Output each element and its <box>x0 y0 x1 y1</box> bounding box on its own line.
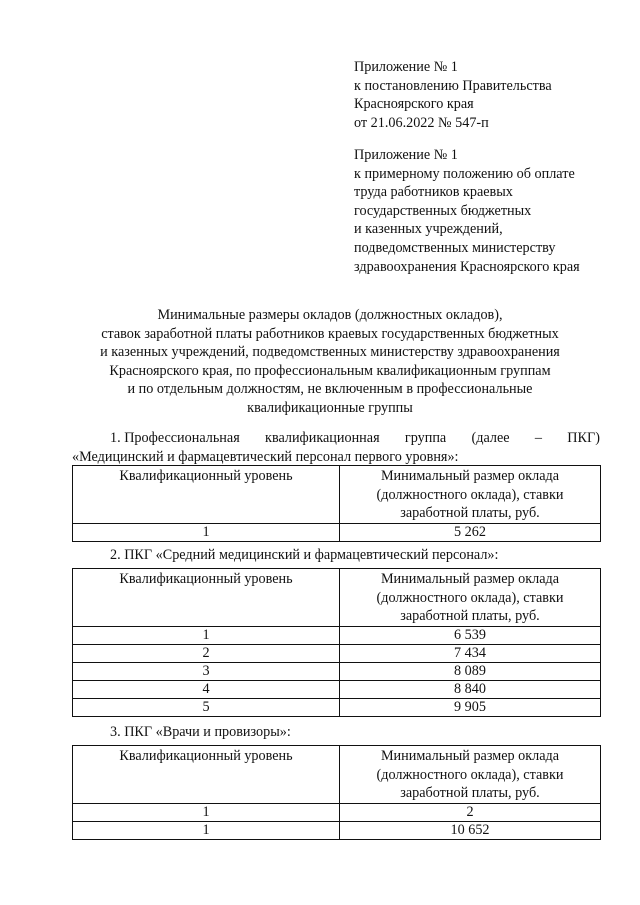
section-3-heading: 3. ПКГ «Врачи и провизоры»: <box>110 724 291 740</box>
header-line: заработной платы, руб. <box>400 505 540 522</box>
document-title <box>60 306 600 418</box>
heading-word: квалификационная <box>265 430 380 446</box>
appendix-2-line: государственных бюджетных <box>354 202 532 219</box>
level-cell: 1 <box>73 524 340 542</box>
section-2-heading: 2. ПКГ «Средний медицинский и фармацевтический персонал»: <box>110 547 499 563</box>
salary-cell: 9 905 <box>340 699 601 717</box>
title-line: и по отдельным должностям, не включенным в профессиональные <box>127 381 533 398</box>
header-line: заработной платы, руб. <box>400 785 540 802</box>
title-line: Красноярского края, по профессиональным квалификационным группам <box>109 362 551 379</box>
heading-word: (далее <box>471 430 510 446</box>
level-cell: 4 <box>73 681 340 699</box>
title-line: Минимальные размеры окладов (должностных окладов), <box>157 307 503 323</box>
salary-cell: 5 262 <box>340 524 601 542</box>
appendix-reference-1 <box>354 58 552 132</box>
level-cell: 3 <box>73 663 340 681</box>
level-cell: 1 <box>73 804 340 822</box>
section-1-heading-line1 <box>72 429 600 448</box>
header-line: Минимальный размер оклада <box>380 571 560 587</box>
header-line: (должностного оклада), ставки <box>376 766 564 783</box>
appendix-2-line: и казенных учреждений, <box>354 221 503 238</box>
header-line: Минимальный размер оклада <box>380 468 560 484</box>
column-header-level: Квалификационный уровень <box>73 746 340 804</box>
appendix-1-line: Приложение № 1 <box>354 59 458 75</box>
header-line: заработной платы, руб. <box>400 608 540 625</box>
level-cell: 1 <box>73 627 340 645</box>
level-cell: 2 <box>73 645 340 663</box>
section-1-heading <box>72 429 600 466</box>
salary-cell: 7 434 <box>340 645 601 663</box>
salary-table-2 <box>72 568 601 717</box>
salary-cell: 10 652 <box>340 822 601 840</box>
appendix-2-line: здравоохранения Красноярского края <box>354 258 580 275</box>
header-line: Минимальный размер оклада <box>380 748 560 764</box>
level-cell: 5 <box>73 699 340 717</box>
heading-word: группа <box>404 430 447 446</box>
appendix-1-line: от 21.06.2022 № 547-п <box>354 114 489 131</box>
salary-cell: 2 <box>340 804 601 822</box>
appendix-2-line: подведомственных министерству <box>354 239 556 256</box>
table-header-row <box>73 569 601 627</box>
table-row <box>73 627 601 645</box>
table-row <box>73 524 601 542</box>
table-header-row <box>73 746 601 804</box>
salary-table-1 <box>72 465 601 542</box>
heading-word: – <box>534 430 542 446</box>
appendix-reference-2 <box>354 146 580 276</box>
column-header-salary <box>340 746 601 804</box>
appendix-2-line: труда работников краевых <box>354 184 513 201</box>
table-header-row <box>73 466 601 524</box>
salary-cell: 8 089 <box>340 663 601 681</box>
table-row <box>73 681 601 699</box>
title-line: квалификационные группы <box>247 399 413 416</box>
table-row <box>73 804 601 822</box>
heading-word: ПКГ) <box>567 430 600 446</box>
table-row <box>73 699 601 717</box>
title-line: и казенных учреждений, подведомственных министерству здравоохранения <box>100 344 560 361</box>
column-header-salary <box>340 569 601 627</box>
appendix-2-line: к примерному положению об оплате <box>354 165 575 182</box>
heading-word: 1. Профессиональная <box>110 430 240 446</box>
appendix-1-line: Красноярского края <box>354 96 474 113</box>
title-line: ставок заработной платы работников краевых государственных бюджетных <box>101 325 559 342</box>
column-header-salary <box>340 466 601 524</box>
salary-table-3 <box>72 745 601 840</box>
level-cell: 1 <box>73 822 340 840</box>
header-line: (должностного оклада), ставки <box>376 486 564 503</box>
salary-cell: 6 539 <box>340 627 601 645</box>
table-row <box>73 663 601 681</box>
appendix-2-line: Приложение № 1 <box>354 147 458 163</box>
section-1-heading-line2: «Медицинский и фармацевтический персонал первого уровня»: <box>72 448 459 465</box>
table-row <box>73 645 601 663</box>
salary-cell: 8 840 <box>340 681 601 699</box>
column-header-level: Квалификационный уровень <box>73 569 340 627</box>
table-row <box>73 822 601 840</box>
appendix-1-line: к постановлению Правительства <box>354 77 552 94</box>
header-line: (должностного оклада), ставки <box>376 589 564 606</box>
column-header-level: Квалификационный уровень <box>73 466 340 524</box>
